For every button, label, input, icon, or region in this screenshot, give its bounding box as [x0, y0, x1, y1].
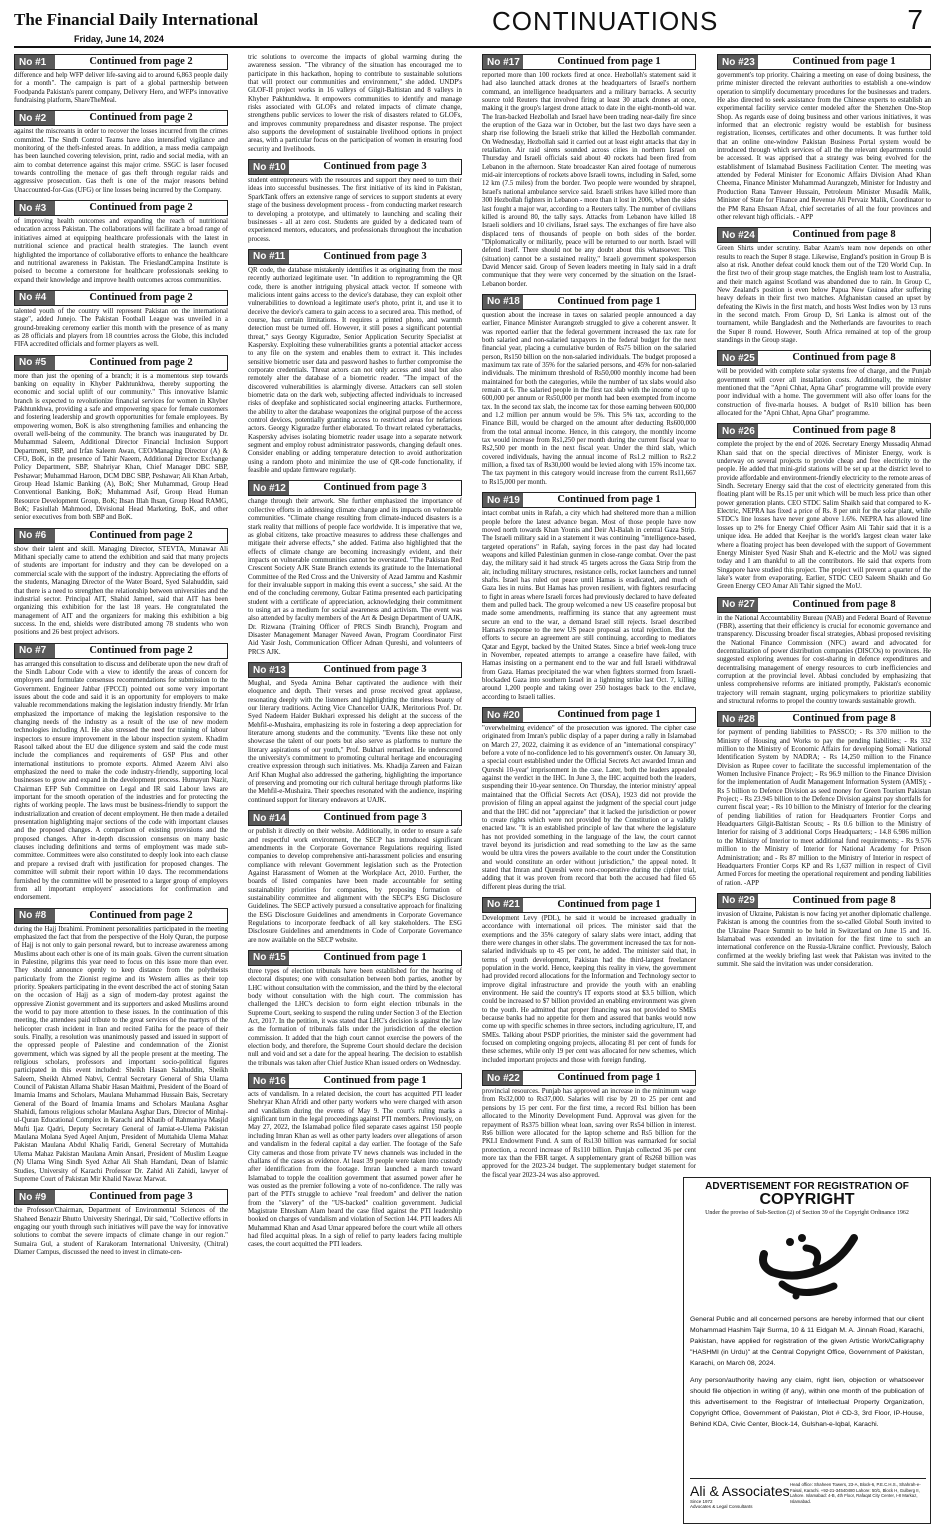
- article-text: Mughal, and Syeda Amina Behar captivated the audience with their eloquence and depth. Their verses and prose received great applause, resonating deeply with the listeners and highlighting the timeless beauty of our literary traditions. Acting Vice Chancellor UAJK, Meritorious Prof. Dr. Syed Nadeem Haider Bukhari expressed his delight at the success of the Mehfil-e-Mushaira, emphasizing its role in fostering a deep appreciation for literature among students and the community. "Events like these not only showcase the talent of our poets but also serve as platforms to nurture the literary aspirations of our youth," Prof. Bukhari remarked. He underscored the university's commitment to promoting cultural heritage and encouraging creative expression through such initiatives. Ms. Khadija Zareen and Faizan Arif Khan Mughal also addressed the gathering, highlighting the importance of preserving and promoting our rich cultural heritage through platforms like the Mehfil-e-Mushaira. Their speeches resonated with the audience, inspiring continued support for literary endeavors at UAJK.: [248, 680, 462, 804]
- article-text: government's top priority. Chairing a meeting on ease of doing business, the prime minister directed the relevant authorities to establish a one-window operation to simplify documentary procedures for the businesses and traders. He also directed to seek assistance from the Chinese experts to establish an experimental facility service center modeled after the Shenzhen One-Stop Shop. As regards ease of doing business and other various initiatives, it was informed that an electronic registry would be establish for business registration, licenses, certificates and other documents. It was further told that an online one-window Pakistan Business Portal system would be introduced through which services of all the the relevant departments could be accessed. It was apprised that a strategy was being evolved for the establishment of Islamabad Business Facilitation Center. The meeting was attended by Federal Minister for Economic Affairs Division Ahad Khan Cheema, Finance Minister Muhammad Aurangzeb, Minister for Industry and Production Rana Tanveer Hussain, Petroleum Minister Musadik Malik, Minister of State for Finance and Revenue Ali Pervaiz Malik, Coordinator to the PM Rana Ehsaan Afzal, chief secretaries of all the four provinces and other relevant high officials. - APP: [717, 72, 931, 221]
- article-text: show their talent and skill. Managing Director, STEVTA, Munawar Ali Mithani specially came to attend the exhibition and said that many projects of students are important for industry and they can be developed on a commercial scale with the support of the industry. Appreciating the efforts of the students, Managing Director of the Water Board, Syed Salahuddin, said that there is a need to strengthen the relationship between universities and the industrial sector. Principal AIT, Shahid Jameel, said that AIT has been organizing this exhibition for the last 18 years. He congratulated the management of AIT and the organizers for making this exhibition a big success. In the end, shields were distributed among 78 students who won positions and 26 best project advisors.: [14, 545, 228, 637]
- story-number: No #21: [483, 898, 523, 912]
- continuation-header: [14, 355, 228, 371]
- paper-name: The Financial Daily International: [14, 10, 259, 29]
- continuation-header: [717, 597, 931, 613]
- continuation-block: [14, 643, 228, 903]
- continued-from-label: Continued from page 1: [557, 709, 661, 721]
- continued-from-label: Continued from page 2: [89, 529, 193, 541]
- story-number: No #18: [483, 295, 523, 309]
- continuation-block: [14, 110, 228, 195]
- continuation-block: [248, 810, 462, 945]
- column-1: [14, 54, 228, 1262]
- continuation-block: [14, 1189, 228, 1257]
- ad-footer: [690, 1478, 926, 1519]
- paper-date: Friday, June 14, 2024: [74, 34, 164, 44]
- ad-heading: ADVERTISEMENT FOR REGISTRATION OF: [705, 1181, 909, 1192]
- story-number: No #11: [249, 250, 289, 264]
- continued-from-label: Continued from page 2: [89, 56, 193, 67]
- continuation-header: [717, 350, 931, 366]
- continued-from-label: Continued from page 1: [557, 494, 661, 506]
- continuation-header: [482, 492, 696, 508]
- continuation-block: [717, 350, 931, 418]
- continuation-block: [14, 54, 228, 105]
- continuation-header: [14, 528, 228, 544]
- continuation-header: [717, 54, 931, 70]
- continuation-block: [248, 159, 462, 244]
- continuation-block: [14, 528, 228, 638]
- continuation-block: [248, 54, 462, 154]
- page-number: 7: [907, 4, 923, 35]
- continuation-block: [482, 707, 696, 892]
- story-number: No #23: [718, 55, 758, 69]
- continuation-header: [14, 290, 228, 306]
- continuation-header: [717, 423, 931, 439]
- article-text: question about the increase in taxes on salaried people announced a day earlier, Finance Minister Aurangzeb struggled to give a coherent answer. It was reported earlier that the federal government increased the tax rate for both salaried and non-salaried taxpayers in the federal budget for the next financial year, placing a cumulative burden of Rs75 billion on the salaried person, Rs150 billion on the non-salaried individuals. The budget proposed a maximum tax rate of 35% for the salaried persons, and 45% for non-salaried individuals. The minimum threshold of Rs50,000 monthly income had been maintained for both the categories, while the number of tax slabs would also remain at 6. The salaried people in the first tax slab with the income of up to 600,000 per annum or Rs50,000 per month had been exempted from income tax. In the second tax slab, the income tax for those earning between 600,000 and 1.2 million per annum would be 5%. This 5% tax, according to the Finance Bill, would be charged on the amount after deducting Rs600,000 from the total annual income. Hence, in this category, the monthly income tax would increase from Rs1,250 per month during the current fiscal year to Rs2,500 per month in the next fiscal year. Under the third slab, which covered individuals, having the annual income of Rs1.2 million to Rs2.2 million, a fixed tax of Rs30,000 would be levied along with 15% income tax. The tax payment in this category would increase from the current Rs11,667 to Rs15,000 per month.: [482, 311, 696, 486]
- story-number: No #28: [718, 712, 758, 726]
- continuation-header: [14, 1189, 228, 1205]
- continuation-header: [14, 908, 228, 924]
- hashmi-calligraphy-logo: [742, 1228, 872, 1308]
- story-number: No #8: [15, 909, 55, 923]
- story-number: No #14: [249, 811, 289, 825]
- masthead: [14, 6, 931, 46]
- firm-logo: [690, 1479, 790, 1519]
- continuation-block: [248, 950, 462, 1068]
- firm-name: Ali & Associates: [690, 1483, 790, 1499]
- continuation-header: [482, 54, 696, 70]
- continuation-block: [717, 597, 931, 707]
- continued-from-label: Continued from page 2: [89, 202, 193, 214]
- continued-from-label: Continued from page 8: [792, 598, 896, 610]
- continued-from-label: Continued from page 3: [323, 812, 427, 824]
- article-text: three types of election tribunals have been established for the hearing of electoral disputes; one with consultation between both parties, another by LHC without consultation with the commission, and the third by the electoral body without consultation with the high court. The commission has challenged the LHC's decision to form eight election tribunals in the Supreme Court, seeking to suspend the ruling under Section 3 of the Election Act, 2017. In the petition, it was stated that LHC's decision is against the law as the formation of tribunals falls under the jurisdiction of the election commission. It added that the high court cannot exercise the powers of the election body, and therefore, the Supreme Court should declare the decision null and void and set a date for the appeal hearing. The decision to establish the tribunals was taken after Chief Justice Khan issued orders on Wednesday.: [248, 967, 462, 1067]
- story-number: No #1: [15, 55, 55, 69]
- copyright-advertisement: [683, 1177, 931, 1524]
- article-text: Development Levy (PDL), he said it would be increased gradually in accordance with international oil prices. The minister said that the exemptions and the 35% category of salary slabs were intact, adding that there were changes in other slabs. The government increased the tax for non-salaried individuals up to 45 per cent, he added. The minister said that, in terms of youth development, Pakistan had the third-largest freelancer population in the world. Hence, keeping this reality in view, the government had provided record allocations for the Information and Technology sector to improve digital infrastructure and provide the youth with an enabling environment. He said the country's IT exports stood at $3.5 billion, which could be increased to $7 billion provided an enabling environment was given to the youth. He admitted that proper financing was not provided to SMEs because banks had no appetite for them and assured that banks would now come up with specific schemes in three sectors, including agriculture, IT, and SMEs. Talking about PSDP priorities, the minister said the government had focused on completing ongoing projects, allocating 81 per cent of funds for these schemes, while only 19 per cent was allocated for new schemes, which included important projects and those with foreign funding.: [482, 914, 696, 1064]
- continued-from-label: Continued from page 8: [792, 713, 896, 725]
- ad-title: COPYRIGHT: [759, 1191, 855, 1208]
- continuation-header: [248, 662, 462, 678]
- continuation-block: [14, 200, 228, 285]
- ad-body-notice: General Public and all concerned persons are hereby informed that our client Mohammad Hashim Tajir Surma, 10 & 11 Eidgah M. A. Jinnah Road, Karachi, Pakistan, have applied for registration of the given Artistic Work/Calligraphy "HASHMI (in Urdu)" at the Central Copyright Office, Government of Pakistan, Karachi, on March 08, 2024.: [690, 1316, 924, 1367]
- article-text: of improving health outcomes and expanding the reach of nutritional education across Pakistan. The collaborations will facilitate a broad range of initiatives aimed at equipping healthcare professionals with the latest in nutritional science and practical health strategies. The launch event highlighted the importance of collaborative efforts to enhance the healthcare and nutritional awareness in Pakistan. The FrieslandCampina Institute is poised to become a cornerstone for healthcare professionals seeking to expand their knowledge and improve health outcomes across communities.: [14, 218, 228, 284]
- story-number: No #2: [15, 111, 55, 125]
- article-text: the Professor/Chairman, Department of Environmental Sciences of the Shaheed Benazir Bhutto University Sheringal, Dir said, "Collective efforts in engaging our youth through such initiatives will pave the way for innovative solutions to combat the severe impacts of climate change in our region." Sumaira Gul, a student of Karakoram International University, (Chitral) Diamer Campus, discussed the need to invest in climate-cen-: [14, 1207, 228, 1256]
- continued-from-label: Continued from page 1: [557, 56, 661, 67]
- continuation-header: [248, 480, 462, 496]
- column-3: [482, 54, 696, 1185]
- story-number: No #19: [483, 493, 523, 507]
- section-title: CONTINUATIONS: [492, 6, 719, 36]
- article-text: student entrepreneurs with the resources and support they need to turn their ideas into successful businesses. The first initiative of its kind in Pakistan, SparkTank offers an extensive range of services to support students at every stage of the business development process - from conducting market research to developing a prototype, and ultimately to launching and scaling their businesses - all at zero cost. Students are guided by a dedicated team of experienced mentors, educators, and professionals throughout the incubation process.: [248, 177, 462, 243]
- continuation-block: [482, 54, 696, 289]
- column-2: [248, 54, 462, 1255]
- story-number: No #17: [483, 55, 523, 69]
- story-number: No #22: [483, 1071, 523, 1085]
- continuation-header: [14, 110, 228, 126]
- continuation-header: [248, 810, 462, 826]
- story-number: No #24: [718, 228, 758, 242]
- continued-from-label: Continued from page 2: [89, 356, 193, 368]
- story-number: No #3: [15, 201, 55, 215]
- continued-from-label: Continued from page 1: [323, 951, 427, 963]
- continuation-header: [248, 950, 462, 966]
- story-number: No #7: [15, 644, 55, 658]
- continuation-block: [248, 249, 462, 476]
- continued-from-label: Continued from page 2: [89, 112, 193, 124]
- continued-from-label: Continued from page 8: [792, 352, 896, 364]
- article-text: intact combat units in Rafah, a city which had sheltered more than a million people before the latest advance began. Most of those people have now moved north towards Khan Younis and Deir Al-Balah in central Gaza Strip. The Israeli military said in a statement it was continuing "intelligence-based, targeted operations" in Rafah, saying forces in the past day had located weapons and killed Palestinian gunmen in close-range combat. Over the past day, the military said it had struck 45 targets across the Gaza Strip from the air, including military structures, resistance cells, rocket launchers and tunnel shafts. Israel has ruled out peace until Hamas is eradicated, and much of Gaza lies in ruins. But Hamas has proven resilient, with fighters resurfacing to fight in areas where Israeli forces had previously declared to have defeated them and pulled back. The group welcomed a new US ceasefire proposal but made some amendments, reaffirming its stance that any agreement must secure an end to the war, a demand Israel still rejects. Israel described Hamas's response to the new US peace proposal as total rejection. But the efforts to secure an agreement are still continuing, according to mediators Qatar and Egypt, backed by the United States. Since a brief week-long truce in November, repeated attempts to arrange a ceasefire have failed, with Hamas insisting on a permanent end to the war and full Israeli withdrawal from Gaza. Hamas precipitated the war when fighters stormed from Israeli-blockaded Gaza into southern Israel in a lightning strike last Oct. 7, killing around 1,200 people and taking over 250 hostages back to the enclave, according to Israeli tallies.: [482, 510, 696, 701]
- ad-body-objection: Any person/authority having any claim, right lien, objection or whatsoever should file objection in writing (if any), within one month of the publication of this advertisement to the Registrar of Intellectual Property Organization, Copyright Office, Government of Pakistan, Plot # CD-3, 3rd Floor, IP-House, Behind KDA, Civic Center, Block-14, Gulshan-e-Iqbal, Karachi.: [690, 1377, 924, 1428]
- continuation-block: [248, 480, 462, 657]
- story-number: No #26: [718, 424, 758, 438]
- continued-from-label: Continued from page 2: [89, 291, 193, 303]
- story-number: No #6: [15, 529, 55, 543]
- story-number: No #12: [249, 481, 289, 495]
- continuation-header: [14, 643, 228, 659]
- continuation-block: [717, 423, 931, 591]
- continuation-block: [482, 897, 696, 1065]
- continued-from-label: Continued from page 8: [792, 425, 896, 437]
- continued-from-label: Continued from page 8: [792, 229, 896, 241]
- continuation-header: [482, 1070, 696, 1086]
- article-text: more than just the opening of a branch; it is a momentous step towards banking on equality in Khyber Pakhtunkhwa, thereby supporting the economic and social uplift of our community." This innovative Islamic branch is expected to revolutionize financial services for women in Khyber Pakhtunkhwa, providing a safe and empowering space for female customers and fostering leadership and growth opportunities for female employees. By empowering women, BoK is also strengthening families and enhancing the overall well-being of the community. The branch was inaugurated by Dr. Muhammad Saleem, Additional Director Financial Inclusion Support Department, SBP, and Irfan Saleem Awan, CEO/Managing Director (A) & CFO, BoK, in the presence of Tahir Naeem, Additional Director Exchange Policy Department, SBP, Shahriyar Khan, Chief Manager DBC SBP, Peshawar; Muhammad Haroon, DCM DBC SBP, Peshawar; Ali Khan Arbab, Group Head Islamic Banking (A), BoK; Sher Muhammad, Group Head Conventional Banking, BoK; Muhammad Asif, Group Head Human Resource Development Group, BoK; Ihsan Illah Ihsan, Group Head RAMG, BoK; Fasiullah Mahmood, Divisional Head Marketing, BoK, and other senior executives from both SBP and BoK.: [14, 372, 228, 522]
- story-number: No #27: [718, 598, 758, 612]
- continued-from-label: Continued from page 8: [792, 894, 896, 906]
- article-text: during the Hajj Ibrahimi. Prominent personalities participated in the meeting emphasized the fact that from the perspective of the Holy Quran, the purpose of Hajj is not only to gain personal reward, but to increase awareness among Muslims about each other is one of its main goals. Given the current situation in Palestine, pilgrims this year need to focus on this issue more than ever. They should announce openly to keep distance from the polytheists particularly from the Zionist regime and its Western allies as their top priority. Speakers participating in the event described the act of stoning Satan on the occasion of Hajj as a sign of modern-day protest against the oppressive Zionist government and its supporters and asked Muslims around the world to pay more attention to these issues. In the continuation of this meeting, the attendees paid tribute to the great services of the martyrs of the helicopter crash incident in Iran and recited Fatiha for the peace of their souls. Finally, a resolution was unanimously passed and issued in support of the oppressed people of Palestine and condemnation of the Zionist government, which was signed by all the people present at the meeting. The religious scholars, professors and important socio-political figures participated in this event included: Sheikh Hasan Salahuddin, Sheikh Saleem, Sheikh Ahmed Nabvi, Central Secretary General of Shia Ulama Council of Pakistan Allama Shabir Hasan Maithmi, President of the Board of Imamia Imams and Scholars, Maulana Muhammad Hussain Bais, Secretary General of the Board of Imamia Imams and Scholars Maulana Asghar Shahidi, famous religious scholar Maulana Asghar Dars, Director of Minhaj-ul-Quran Educational Complex in Karachi and Khatib of Rahmaniya Masjid Mufti Ijaz Qadri, Deputy Secretary General of Jamiat-e-Ulema Pakistan Maulana Molana Syed Aqeel Anjum, President of Muttahida Ulema Mahaz Pakistan Maulana Abdul Khaliq Faridi, General Secretary of Muttahida Ulema Mahaz Pakistan Maulana Amin Ansari, President of Muslim League (N) Ulama Wing Sindh Syed Azhar Ali Shah Hamdani, Dean of Islamic Studies, University of Karachi Professor Dr. Zahid Ali Zahidi, lawyer of Supreme Court of Pakistan Mir Khalid Nawaz Marwat.: [14, 925, 228, 1183]
- continued-from-label: Continued from page 1: [557, 1072, 661, 1084]
- firm-address: Head office: Shaheen Towers, 23-A, Block-6, P.E.C.H.S., Shahrah-e-Faisal, Karachi. +92-21-34540480 Lahore: 50/1, Block H, Gulberg II, Lahore. Islamabad: 4-B, 4th Floor, Rafaqat City Center, I-8 Markaz, Islamabad.: [790, 1482, 921, 1504]
- article-text: invasion of Ukraine, Pakistan is now facing yet another diplomatic challenge. Pakistan is among the countries from the so-called Global South invited to the Ukraine Peace Summit to be held in Switzerland on June 15 and 16. Islamabad was extended an invitation for the first time to such an international conference on the Russia-Ukraine conflict. Previously, Baloch confirmed at the weekly briefing last week that Pakistan was invited to the summit. She said the invitation was under consideration.: [717, 910, 931, 968]
- article-text: complete the project by the end of 2026. Secretary Energy Mussadiq Ahmad Khan said that on the special directives of Minister Energy, work is underway on several projects to provide cheap and free electricity to the people. He added that mini-grid stations will be set up at the district level to provide affordable and environment-friendly electricity to the remote areas of Sindh. Secretary Energy said that the cost of electricity generated from this floating plant will be Rs.15 per unit which will be much less price than other power generation plants. CEO STDC Salim Shaikh said that compared to K-Electric, NEPRA has fixed a price of Rs. 8 per unit for the solar plant, while STDC's line losses have never gone above 1.6%. NEPRA has allowed line losses up to 2% for Energy Chief Officer Asim Ali Tahir said that it is a unique idea. He added that Keejhar is the world's largest clean water lake where a floating project has been developed with the support of Government Energy Minister Syed Nasir Shah and K-electric and the MoU was signed today and I am thankful to all the contributors. He said that experts from Singapore have studied this project. The project will prevent a quarter of the lake's water from evaporating. Earlier, STDC CEO Saleem Shaikh and Go Green Energy CEO Amar Ali Tahir signed the MoU.: [717, 441, 931, 591]
- continued-from-label: Continued from page 1: [557, 295, 661, 307]
- continuation-header: [717, 893, 931, 909]
- article-text: will be provided with complete solar systems free of charge, and the Punjab government will cover all installation costs. Additionally, the minister mentioned that the "Apni Chhat, Apna Ghar" programme will provide every poor individual with a home. The government will also offer loans for the construction of five-marla houses. A budget of Rs10 billion has been allocated for the "Apni Chhat, Apna Ghar" programme.: [717, 368, 931, 418]
- article-text: tric solutions to overcome the impacts of global warming during the awareness session. "The vibrancy of the situation has encouraged me to participate in this hackathon, hoping to contribute to sustainable solutions that will protect our communities and environment," she added. UNDP's GLOF-II project works in 16 valleys of Gilgit-Baltistan and 8 valleys in Khyber Pakhtunkhwa. It empowers communities to identify and manage risks associated with GLOFs and related impacts of climate change, strengthens public services to lower the risk of disasters related to GLOFs, and improves community preparedness and disaster response. The project also supports the development of sustainable livelihood options in project areas, with a particular focus on the participation of women in ensuring food security and livelihoods.: [248, 54, 462, 153]
- continuation-block: [717, 54, 931, 222]
- continuation-block: [248, 662, 462, 805]
- continuation-header: [14, 200, 228, 216]
- continuation-header: [717, 227, 931, 243]
- article-text: QR code, the database mistakenly identifies it as originating from the most recently authorized legitimate user. "In addition to reprogramming the QR code, there is another intriguing physical attack vector. If someone with malicious intent gains access to the device's database, they can exploit other vulnerabilities to download a legitimate user's photo, print it, and use it to deceive the device's camera to gain access to a secured area. This method, of course, has certain limitations. It requires a printed photo, and warmth detection must be turned off. However, it still poses a significant potential threat," says Georgy Kiguradze, Senior Application Security Specialist at Kaspersky. Exploiting these vulnerabilities grants a potential attacker access to any file on the system and enables them to extract it. This includes sensitive biometric user data and password hashes to further compromise the corporate credentials. Threat actors can not only access and steal but also remotely alter the database of a biometric reader. "The impact of the discovered vulnerabilities is alarmingly diverse. Attackers can sell stolen biometric data on the dark web, subjecting affected individuals to increased risks of deepfake and sophisticated social engineering attacks. Furthermore, the ability to alter the database weaponizes the original purpose of the access control devices, potentially granting access to restricted areas for nefarious actors. Georgy Kiguradze further elaborated. To thwart related cyberattacks, Kaspersky advises isolating biometric reader usage into a separate network segment and employ robust administrator passwords, changing default ones. Consider enabling or adding temperature detection to avoid authorization using a random photo and minimize the use of QR-code functionality, if feasible and update firmware regularly.: [248, 266, 462, 475]
- continued-from-label: Continued from page 1: [557, 898, 661, 910]
- story-number: No #13: [249, 663, 289, 677]
- continuation-header: [248, 1073, 462, 1089]
- article-text: talented youth of the country will represent Pakistan on the international stage", added Junejo. The Pakistan Football League was unveiled in a ground-breaking ceremony earlier this month with the presence of as many as 28 officials and players from 18 countries across the Globe, this included FIFA accredited officials and former players as well.: [14, 307, 228, 349]
- continuation-block: [14, 355, 228, 523]
- continued-from-label: Continued from page 3: [323, 482, 427, 494]
- continuation-header: [717, 711, 931, 727]
- story-number: No #10: [249, 160, 289, 174]
- continuation-block: [717, 893, 931, 969]
- article-text: provincial resources. Punjab has approved an increase in the minimum wage from Rs32,000 to Rs37,000. Salaries will rise by 20 to 25 per cent and pensions by 15 per cent. For the first time, a record Rs1 billion has been allocated to the Minority Development Fund. Approval was given for the repayment of Rs375 billion wheat loan, saving over Rs54 billion in interest. Rs6 billion were allocated for the laptop scheme and Rs5 billion for the PKLI Endowment Fund. A sum of Rs130 billion was earmarked for social protection, a record increase of Rs110 billion. Punjab collected 36 per cent more tax than the FBR target. A supplementary grant of Rs268 billion was approved for the 2023-24 budget. The supplementary budget statement for the fiscal year 2023-24 was also approved.: [482, 1088, 696, 1179]
- article-text: in the National Accountability Bureau (NAB) and Federal Board of Revenue (FBR), asserting that their efficiency is crucial for economic governance and transparency. Discussing broader fiscal strategies, Abbasi proposed revisiting the National Finance Commission (NFC) award and advocated for decentralization of power distribution companies (DISCOs) to provinces. He suggested exploring avenues for cost-sharing in defence expenditures and decentralising management of energy resources to curb inefficiencies and corruption at the provincial level. Abbasi concluded by emphasizing that unless comprehensive reforms are initiated promptly, Pakistan's economic trajectory will remain stagnant, urging policymakers to prioritize stability and structural reforms to propel the country towards sustainable growth.: [717, 614, 931, 705]
- continuation-block: [482, 294, 696, 487]
- article-text: for payment of pending liabilities to PASSCO; - Rs 370 million to the Ministry of Housing and Works to pay the pending liabilities; - Rs 332 million to the Ministry of Economic Affairs for developing Somali National Identification System by NADRA; - Rs 14,250 million to the Finance Division as Rupee cover to facilitate the successful implementation of the Women Inclusive Finance Project; - Rs 96.9 million to the Finance Division for the implementation of Audit Management Information System (AMIS); - Rs 5 billion to Defence Division as seed money for Green Tourism Pakistan Project; - Rs 23.945 billion to the Defence Division against pay shortfalls for current fiscal year; - Rs 10 billion to the Ministry of Interior for the clearing of pending liabilities of ration for Headquarters Frontier Corps and Headquarters Gilgit-Baltistan Scouts; - Rs 0.6 billion to the Ministry of Interior for raising of 3 additional Corps Headquarters; - 14.8 6.986 million to the Ministry of Interior to meet additional fund requirements; - Rs 9.576 million to the Ministry of Interior for National Academy for Prison Administration; and - Rs 87 million to the Ministry of Interior in respect of Headquarters Frontier Corps KP and Rs 1,637 million in respect of Civil Armed Forces for meeting the operational requirement and pending liabilities of ration. -APP: [717, 729, 931, 887]
- continued-from-label: Continued from page 2: [89, 909, 193, 921]
- continued-from-label: Continued from page 3: [89, 1191, 193, 1203]
- continuation-header: [482, 294, 696, 310]
- article-text: has arranged this consultation to discuss and deliberate upon the new draft of the Sindh Labour Code with a view to identify the areas of concern for employers and formulate consensus recommendations for submission to the Government. Engineer Jahbar (FPCCI) pointed out some very important issues about the code and said it is an opportunity for employers to make valuable recommendations making the legislation industry friendly. Mr Irfan emphasized the importance of making the legislation responsive to the changing needs of the industry as a result of the use of new modern technologies including AI. He also stressed the need for training of labour inspectors to ensure improvement in the labour inspection system. Khadim Rasool talked about the EU due diligence system and said the code must include the compliances and requirements of GSP Plus and other international institutions to promote exports. Ahmed Azeem Alvi also emphasized the need to make the code industry-friendly, supporting local businesses to grow and expand in the development process. Humayun Nazir, Chairman EFP Sub Committee on Legal and IR said Labour laws are important for the smooth operation of the industries and for protecting the rights of working people. The laws must be business-friendly to support the industrialization and creation of decent employment. He then made a detailed presentation highlighting major sections of the code with important clauses and the proposed changes. A comparison of existing provisions and the proposed changes. After in-depth discussion consensus on many basic clauses including definitions and terms of employment was made sub-committee. Committees were also constituted to deeply look into each clause and prepare a revised draft with justification for proposed changes. The committee will submit their report within 10 days. The recommendations furnished by the committee will be presented to a larger group of employers from all important employers' associations for confirmation and endorsement.: [14, 660, 228, 902]
- ad-subheading: Under the proviso of Sub-Section (2) of Section 39 of the Copyright Ordinance 1962: [705, 1210, 909, 1216]
- continued-from-label: Continued from page 2: [89, 644, 193, 656]
- continuation-block: [482, 1070, 696, 1180]
- continuation-header: [14, 54, 228, 70]
- continued-from-label: Continued from page 1: [792, 56, 896, 67]
- continuation-block: [14, 290, 228, 350]
- continuation-header: [248, 249, 462, 265]
- story-number: No #15: [249, 951, 289, 965]
- story-number: No #16: [249, 1074, 289, 1088]
- continued-from-label: Continued from page 3: [323, 664, 427, 675]
- column-4: [717, 54, 931, 974]
- continuation-header: [482, 897, 696, 913]
- continuation-block: [717, 711, 931, 888]
- continuation-block: [482, 492, 696, 702]
- continuation-block: [248, 1073, 462, 1250]
- continued-from-label: Continued from page 3: [323, 250, 427, 262]
- article-text: difference and help WFP deliver life-saving aid to around 6,863 people daily for a month". The campaign is part of a global partnership between Foodpanda Pakistan's parent company, Delivery Hero, and WFP's innovative fundraising platform, ShareTheMeal.: [14, 72, 228, 105]
- article-text: against the miscreants in order to recover the losses incurred from the crimes committed. The Sindh Control Teams have also intensified vigilance and monitoring of the theft-infested areas. In addition, a mass media campaign has been launched covering television, print, radio and social media, with an aim to combat deterrence against this major crime. SSGC is laser focused towards controlling the menace of gas theft through regular raids and aggressive prosecution. Gas theft is one of the major reasons behind Unaccounted-for-Gas (UFG) or line losses being incurred by the Company.: [14, 128, 228, 194]
- continued-from-label: Continued from page 3: [323, 161, 427, 173]
- article-text: or publish it directly on their website. Additionally, in order to ensure a safe and respectful work environment, the SECP has introduced significant amendments in the Corporate Governance Regulations requiring listed companies to develop comprehensive anti-harassment policies and ensuring compliance with relevant Government legislation such as the Protection Against Harassment of Women at the Workplace Act, 2010. Further, the boards of listed companies have been made accountable for setting sustainability priorities for companies, by proposing formation of sustainability committee and alignment with the SECP's ESG Disclosure Guidelines. The SECP actively pursued a consultative approach for finalizing the ESG Disclosure Guidelines and amendments in Corporate Governance Regulations to incorporate feedback of all key stakeholders. The ESG Disclosure Guidelines and amendments in Code of Corporate Governance are now available on the SECP website.: [248, 828, 462, 944]
- firm-since: Since 1972: [690, 1499, 713, 1504]
- continued-from-label: Continued from page 1: [323, 1075, 427, 1087]
- story-number: No #20: [483, 708, 523, 722]
- continuation-block: [717, 227, 931, 345]
- story-number: No #29: [718, 894, 758, 908]
- continuation-block: [14, 908, 228, 1185]
- article-text: Green Shirts under scrutiny. Babar Azam's team now depends on other results to reach the Super 8 stage. Likewise, England's position in Group B is also at risk. Another defeat could knock them out of the T20 World Cup. In the first two of their group stage matches, the English team lost to Australia, and their match against Scotland was abandoned due to rain. In Group C, New Zealand's position is even below Papua New Guinea after suffering heavy defeats in their first two matches. Afghanistan caused an upset by defeating the Kiwis in the first match, and hosts West Indies won by 13 runs in the second match. From Group D, Sri Lanka is almost out of the tournament, while Bangladesh and the Netherlands are favourites to reach the Super 8 round. However, South Africa remained at top of the group standings in the Group stage.: [717, 245, 931, 344]
- continuation-header: [248, 159, 462, 175]
- continuation-header: [482, 707, 696, 723]
- article-text: "overwhelming evidence" of the prosecution was ignored. The cipher case originated from Imran's public display of a paper during a rally in Islamabad on March 27, 2022, claiming it as evidence of an "international conspiracy" before a vote of no-confidence led to his government's ouster. On January 30, a special court established under the Official Secrets Act awarded Imran and Qureshi 10-year' imprisonment in the case. Later, both the leaders appealed against the verdict in the IHC. In June 3, the IHC acquitted both the leaders, suspending their 10-year sentence. On Thursday, the interior ministry' appeal maintained that the Official Secrets Act (OSA), 1923 did not provide the provision of filing an appeal against the judgment of the special court judge and that the IHC did not "appreciate" that it lacked the jurisdiction or power to create rights which were not provided by the Constitution or a validly enacted law. "It is an established principle of law that where the legislature has not provided something in the language of the law, the court cannot travel beyond its jurisdiction and read something to the law as the same would be ultra vires the powers available to the court under the Constitution and would constitute an order without jurisdiction," the appeal noted. It stated that Imran and Qureshi were non-cooperative during the cipher trial, adding that it was proven from record that both the accused had filed 65 different pleas during the trial.: [482, 725, 696, 891]
- story-number: No #5: [15, 356, 55, 370]
- story-number: No #4: [15, 291, 55, 305]
- article-text: reported more than 100 rockets fired at once. Hezbollah's statement said it had also launched attack drones at the headquarters of Israel's northern command, an intelligence headquarters and a military barracks. A security source told Reuters that involved firing at least 30 attack drones at once, making it the group's largest drone attack to date in the eight-month-old war. The Iran-backed Hezbollah and Israel have been trading near-daily fire since the eruption of the Gaza war in October, but the last two days have seen a sharp rise following the Israeli strike that killed the Hezbollah commander. On Wednesday, Hezbollah said it carried out at least eight attacks that day in retaliation. Air raid sirens sounded across cities in northern Israel on Thursday and Israeli officials said about 40 rockets had been fired from Lebanon in the afternoon. State broadcaster Kan aired footage of numerous mid-air interceptions of rockets above Israeli towns, including in Safed, some 12 km (7.5 miles) from the border. Two people were wounded by shrapnel, Israel's national ambulance service said. Israeli strikes have killed more than 300 Hezbollah fighters in Lebanon - more than it lost in 2006, when the sides last fought a major war, according to a Reuters tally. The number of civilians killed is around 80, the tally says. Attacks from Lebanon have killed 18 Israeli soldiers and 10 civilians, Israel says. The exchanges of fire have also displaced tens of thousands of people on both sides of the border. "Diplomatically or militarily, peace will be returned to our north. Israel will defend itself. There should not be any doubt about this whatsoever. This (situation) cannot be a sustained reality," Israeli government spokesperson David Mencer said. Group of Seven leaders meeting in Italy said in a draft communique that they were very concerned by the situation on the Israel-Lebanon border.: [482, 72, 696, 288]
- firm-tagline: Advocates & Legal Consultants: [690, 1504, 753, 1509]
- article-text: acts of vandalism. In a related decision, the court has acquitted PTI leader Shehryar Khan Afridi and other party workers who were charged with arson and vandalism during the events of May 9. The court's ruling marks a significant turn in the legal proceedings against PTI members. Previously, on May 27, 2022, the Islamabad police filed separate cases against 150 people including Imran Khan as well as other party leaders over allegations of arson and vandalism in the federal capital a day earlier. The footage of the Safe City cameras and those from private TV news channels was included in the challans of the cases as evidence. At least 39 people were taken into custody after identification from the footage. Imran launched a march toward Islamabad to topple the coalition government that assumed power after he was ousted as the premier following a vote of no-confidence. The rally was part of the PTI's struggle to achieve "real freedom" and deliver the nation from the "slavery" of the "US-backed" coalition government. Judicial Magistrate Ehtesham Alam heard the case filed against the PTI leadership booked on charges of vandalism and violation of Section 144. PTI leaders Ali Muhammad Khan and Asad Umar appeared before the court while all others had filed acquittal pleas. In a sigh of relief to party leaders facing multiple cases, the court acquitted the PTI leaders.: [248, 1091, 462, 1249]
- story-number: No #25: [718, 351, 758, 365]
- story-number: No #9: [15, 1190, 55, 1204]
- article-text: change through their artwork. She further emphasized the importance of collective efforts in addressing climate change and its impacts on vulnerable communities. "Climate change resulting from climate-induced disasters is a stark reality that millions of people face worldwide. It is imperative that we, as global citizens, take proactive measures to address these challenges and mitigate their adverse effects," she added. Fatima also highlighted that the effects of climate change are becoming increasingly evident, and their impacts on vulnerable communities cannot be overstated. "The Pakistan Red Crescent Society AJK State Branch extends its gratitude to the International Committee of the Red Cross and the University of Azad Jammu and Kashmir for their invaluable support in making this event a success," she said. At the end of the concluding ceremony, Gulzar Fatima presented each participating student with a certificate of appreciation, acknowledging their commitment to using art as a medium for social awareness and activism. The event was also attended by faculty members of the Art & Design Department of UAJK, Dr. Rizwana (Training Officer of PRCS Sindh Branch), Program and Disaster Management Manager Naveed Awan, Program Coordinator First Aid Yasir Josh, Communication Officer Adnan Qureshi, and volunteers of PRCS AJK.: [248, 498, 462, 656]
- masthead-rule: [14, 46, 931, 48]
